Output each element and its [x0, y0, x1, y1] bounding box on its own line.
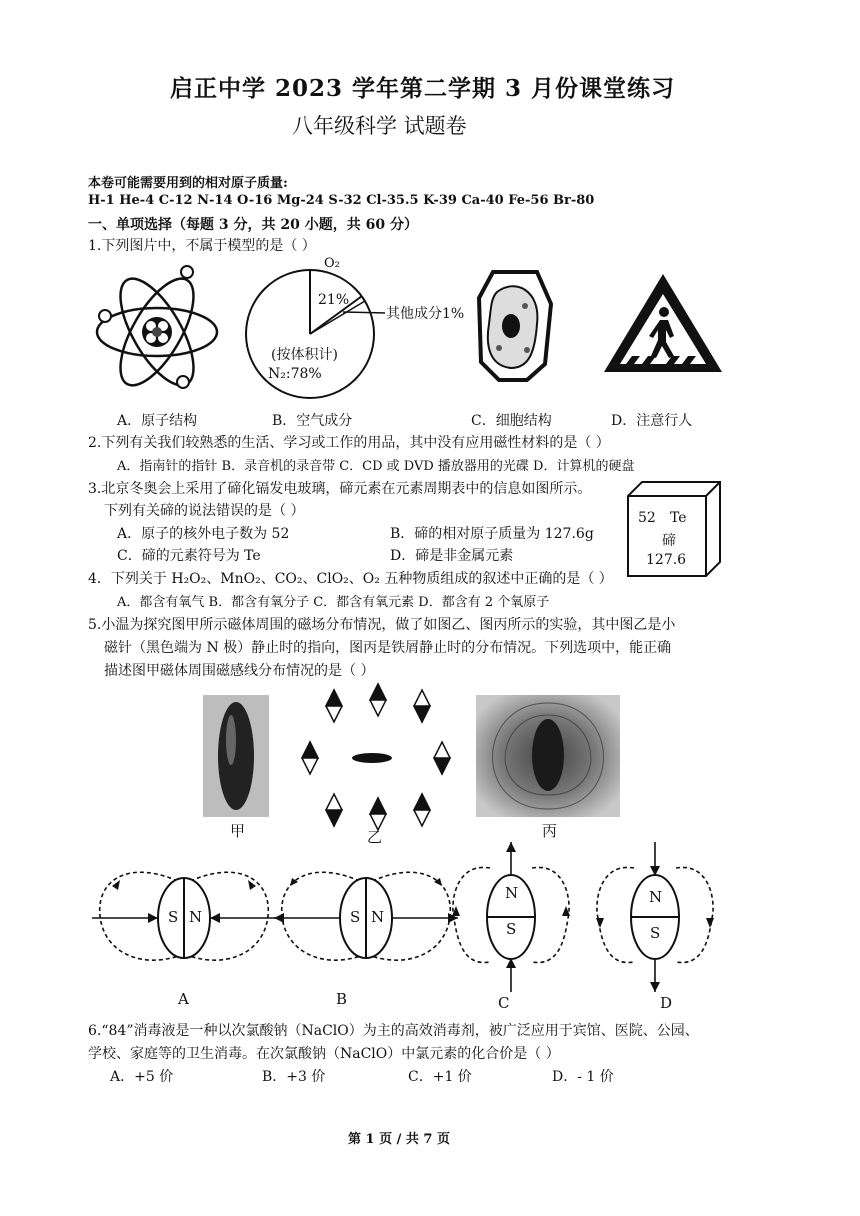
- pole-b-n: N: [371, 908, 385, 926]
- pie-21-label: 21%: [318, 292, 350, 308]
- pie-note-label: (按体积计): [271, 347, 338, 363]
- question-5-stem-line2: 磁针（黑色端为 N 极）静止时的指向，图丙是铁屑静止时的分布情况。下列选项中，能正确: [104, 640, 672, 656]
- pole-a-s: S: [168, 908, 179, 926]
- section-title: 一、单项选择（每题 3 分，共 20 小题，共 60 分）: [88, 217, 418, 233]
- field-lines-option-b: [274, 858, 458, 982]
- question-5-stem-line3: 描述图甲磁体周围磁感线分布情况的是（ ）: [104, 663, 375, 679]
- pole-a-n: N: [189, 908, 203, 926]
- q3-option-c: C．碲的元素符号为 Te: [117, 548, 261, 564]
- pie-n2-label: N₂:78%: [268, 366, 322, 382]
- element-name: 碲: [662, 533, 676, 549]
- page-footer: 第 1 页 / 共 7 页: [348, 1132, 450, 1147]
- q3-option-b: B．碲的相对原子质量为 127.6g: [390, 526, 594, 542]
- pole-d-s: S: [650, 924, 661, 942]
- pedestrian-sign-figure: [600, 270, 726, 376]
- q3-option-a: A．原子的核外电子数为 52: [117, 526, 290, 542]
- magnet-photo: [203, 695, 269, 817]
- element-number: 52: [638, 510, 656, 526]
- option-a-label: A: [178, 990, 189, 1008]
- atom-model-figure: [95, 262, 225, 402]
- q6-option-c: C．+1 价: [408, 1069, 472, 1085]
- question-3-stem: 3.北京冬奥会上采用了碲化镉发电玻璃，碲元素在元素周期表中的信息如图所示。: [88, 481, 592, 497]
- q1-option-d: D．注意行人: [611, 413, 693, 429]
- pie-o2-label: O₂: [324, 256, 340, 271]
- field-lines-option-c: [446, 842, 576, 992]
- pole-c-s: S: [506, 920, 517, 938]
- element-mass: 127.6: [646, 552, 687, 568]
- iron-filings-photo: [476, 695, 620, 817]
- question-4-stem: 4．下列关于 H₂O₂、MnO₂、CO₂、ClO₂、O₂ 五种物质组成的叙述中正确的是（ ）: [88, 571, 613, 587]
- pie-other-label: 其他成分1%: [386, 306, 465, 322]
- option-c-label: C: [498, 994, 510, 1012]
- q3-option-d: D．碲是非金属元素: [390, 548, 514, 564]
- question-2-stem: 2.下列有关我们较熟悉的生活、学习或工作的用品，其中没有应用磁性材料的是（ ）: [88, 435, 610, 451]
- q1-option-c: C．细胞结构: [471, 413, 552, 429]
- pole-c-n: N: [505, 884, 519, 902]
- atomic-mass-values: H-1 He-4 C-12 N-14 O-16 Mg-24 S-32 Cl-35.5 K-39 Ca-40 Fe-56 Br-80: [88, 193, 595, 208]
- question-6-stem-line1: 6.“84”消毒液是一种以次氯酸钠（NaClO）为主的高效消毒剂，被广泛应用于宾馆、医院、公园、: [88, 1023, 699, 1039]
- pole-d-n: N: [649, 888, 663, 906]
- question-4-options: A．都含有氧气 B．都含有氧分子 C．都含有氧元素 D．都含有 2 个氧原子: [117, 595, 550, 610]
- q6-option-b: B．+3 价: [262, 1069, 326, 1085]
- field-lines-option-d: [590, 842, 720, 992]
- q1-option-a: A．原子结构: [117, 413, 198, 429]
- option-d-label: D: [660, 994, 673, 1012]
- question-6-stem-line2: 学校、家庭等的卫生消毒。在次氯酸钠（NaClO）中氯元素的化合价是（ ）: [88, 1046, 560, 1062]
- question-2-options: A．指南针的指针 B．录音机的录音带 C．CD 或 DVD 播放器用的光碟 D．计算机的硬盘: [117, 459, 635, 474]
- page-title: 启正中学 2023 学年第二学期 3 月份课堂练习: [170, 75, 676, 102]
- field-lines-option-a: [92, 858, 276, 982]
- element-symbol: Te: [670, 510, 687, 526]
- question-3-stem2: 下列有关碲的说法错误的是（ ）: [104, 503, 305, 519]
- question-1-stem: 1.下列图片中，不属于模型的是（ ）: [88, 238, 316, 254]
- q6-option-a: A．+5 价: [110, 1069, 174, 1085]
- label-yi: 乙: [367, 828, 383, 846]
- pole-b-s: S: [350, 908, 361, 926]
- air-composition-pie: [243, 258, 473, 406]
- question-5-stem-line1: 5.小温为探究图甲所示磁体周围的磁场分布情况，做了如图乙、图丙所示的实验，其中图乙是小: [88, 617, 676, 633]
- label-jia: 甲: [230, 822, 246, 840]
- option-b-label: B: [336, 990, 348, 1008]
- page-subtitle: 八年级科学 试题卷: [292, 114, 467, 138]
- compass-needles-figure: [290, 682, 465, 832]
- q6-option-d: D．- 1 价: [552, 1069, 614, 1085]
- cell-model-figure: [475, 268, 555, 384]
- label-bing: 丙: [542, 822, 558, 840]
- atomic-mass-intro: 本卷可能需要用到的相对原子质量:: [88, 176, 288, 191]
- q1-option-b: B．空气成分: [272, 413, 353, 429]
